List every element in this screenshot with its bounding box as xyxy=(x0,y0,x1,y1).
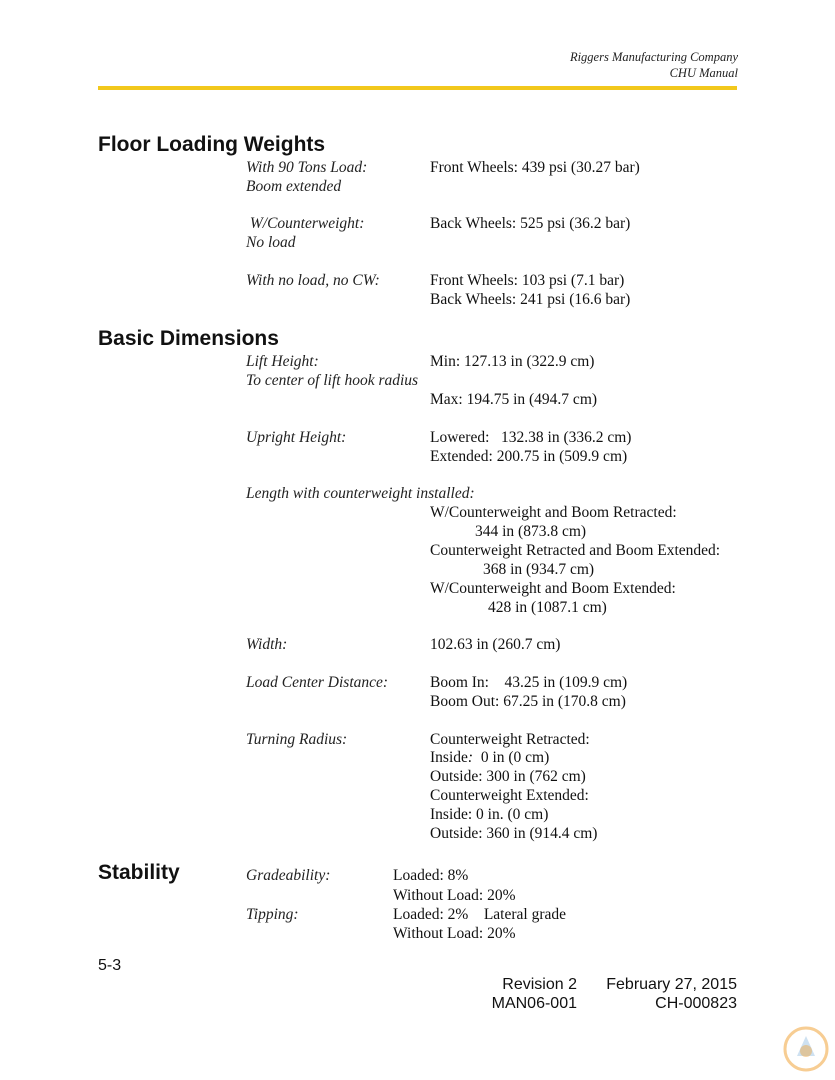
header-manual-title: CHU Manual xyxy=(669,66,738,80)
footer-date: February 27, 2015 xyxy=(606,976,737,993)
label-upright-height: Upright Height: xyxy=(246,429,347,446)
label-turning-radius: Turning Radius: xyxy=(246,731,348,748)
header-rule xyxy=(98,86,737,90)
footer-doc-number: MAN06-001 xyxy=(491,995,577,1012)
value-turning-outside-2: Outside: 360 in (914.4 cm) xyxy=(430,825,598,842)
label-tipping: Tipping: xyxy=(246,906,299,923)
turning-inside-1-colon: : xyxy=(467,749,474,766)
label-counterweight: W/Counterweight: xyxy=(246,215,365,232)
footer-ch-number: CH-000823 xyxy=(655,995,737,1012)
label-boom-extended: Boom extended xyxy=(246,178,342,195)
value-load-center-boom-in: Boom In: 43.25 in (109.9 cm) xyxy=(430,674,628,691)
value-turning-inside-2: Inside: 0 in. (0 cm) xyxy=(430,806,549,823)
label-length-with-counterweight: Length with counterweight installed: xyxy=(246,485,475,502)
value-lift-height-min: Min: 127.13 in (322.9 cm) xyxy=(430,353,595,370)
label-no-load-no-cw: With no load, no CW: xyxy=(246,272,380,289)
section-title-basic-dimensions: Basic Dimensions xyxy=(98,327,279,350)
value-turning-inside-1 xyxy=(430,749,549,767)
value-length-1: 344 in (873.8 cm) xyxy=(475,523,587,540)
value-length-3-desc: W/Counterweight and Boom Extended: xyxy=(430,580,676,597)
value-tipping-loaded: Loaded: 2% Lateral grade xyxy=(393,906,566,923)
value-front-wheels-439: Front Wheels: 439 psi (30.27 bar) xyxy=(430,159,640,176)
value-length-3: 428 in (1087.1 cm) xyxy=(488,599,607,616)
turning-inside-1-rest: 0 in (0 cm) xyxy=(473,749,550,766)
label-gradeability: Gradeability: xyxy=(246,867,331,884)
value-turning-cw-retracted: Counterweight Retracted: xyxy=(430,731,590,748)
label-lift-height: Lift Height: xyxy=(246,353,319,370)
value-tipping-without-load: Without Load: 20% xyxy=(393,925,516,942)
value-upright-lowered: Lowered: 132.38 in (336.2 cm) xyxy=(430,429,632,446)
label-no-load: No load xyxy=(246,234,296,251)
watermark-logo-icon xyxy=(783,1026,829,1072)
header-company: Riggers Manufacturing Company xyxy=(569,50,738,64)
label-width: Width: xyxy=(246,636,288,653)
section-title-floor-loading: Floor Loading Weights xyxy=(98,133,326,156)
value-front-wheels-103: Front Wheels: 103 psi (7.1 bar) xyxy=(430,272,625,289)
value-back-wheels-525: Back Wheels: 525 psi (36.2 bar) xyxy=(430,215,631,232)
value-load-center-boom-out: Boom Out: 67.25 in (170.8 cm) xyxy=(430,693,626,710)
footer-revision: Revision 2 xyxy=(502,976,577,993)
label-90-tons-load: With 90 Tons Load: xyxy=(246,159,368,176)
value-back-wheels-241: Back Wheels: 241 psi (16.6 bar) xyxy=(430,291,631,308)
section-title-stability: Stability xyxy=(98,861,180,884)
value-length-2: 368 in (934.7 cm) xyxy=(483,561,595,578)
value-upright-extended: Extended: 200.75 in (509.9 cm) xyxy=(430,448,628,465)
label-load-center-distance: Load Center Distance: xyxy=(246,674,389,691)
value-length-1-desc: W/Counterweight and Boom Retracted: xyxy=(430,504,677,521)
value-lift-height-max: Max: 194.75 in (494.7 cm) xyxy=(430,391,598,408)
value-grade-loaded: Loaded: 8% xyxy=(393,867,469,884)
value-length-2-desc: Counterweight Retracted and Boom Extended: xyxy=(430,542,721,559)
page-number: 5-3 xyxy=(98,957,122,974)
value-grade-without-load: Without Load: 20% xyxy=(393,887,516,904)
label-lift-height-note: To center of lift hook radius xyxy=(246,372,419,389)
value-width: 102.63 in (260.7 cm) xyxy=(430,636,561,653)
value-turning-outside-1: Outside: 300 in (762 cm) xyxy=(430,768,586,785)
value-turning-cw-extended: Counterweight Extended: xyxy=(430,787,589,804)
turning-inside-1-prefix: Inside xyxy=(430,749,468,766)
